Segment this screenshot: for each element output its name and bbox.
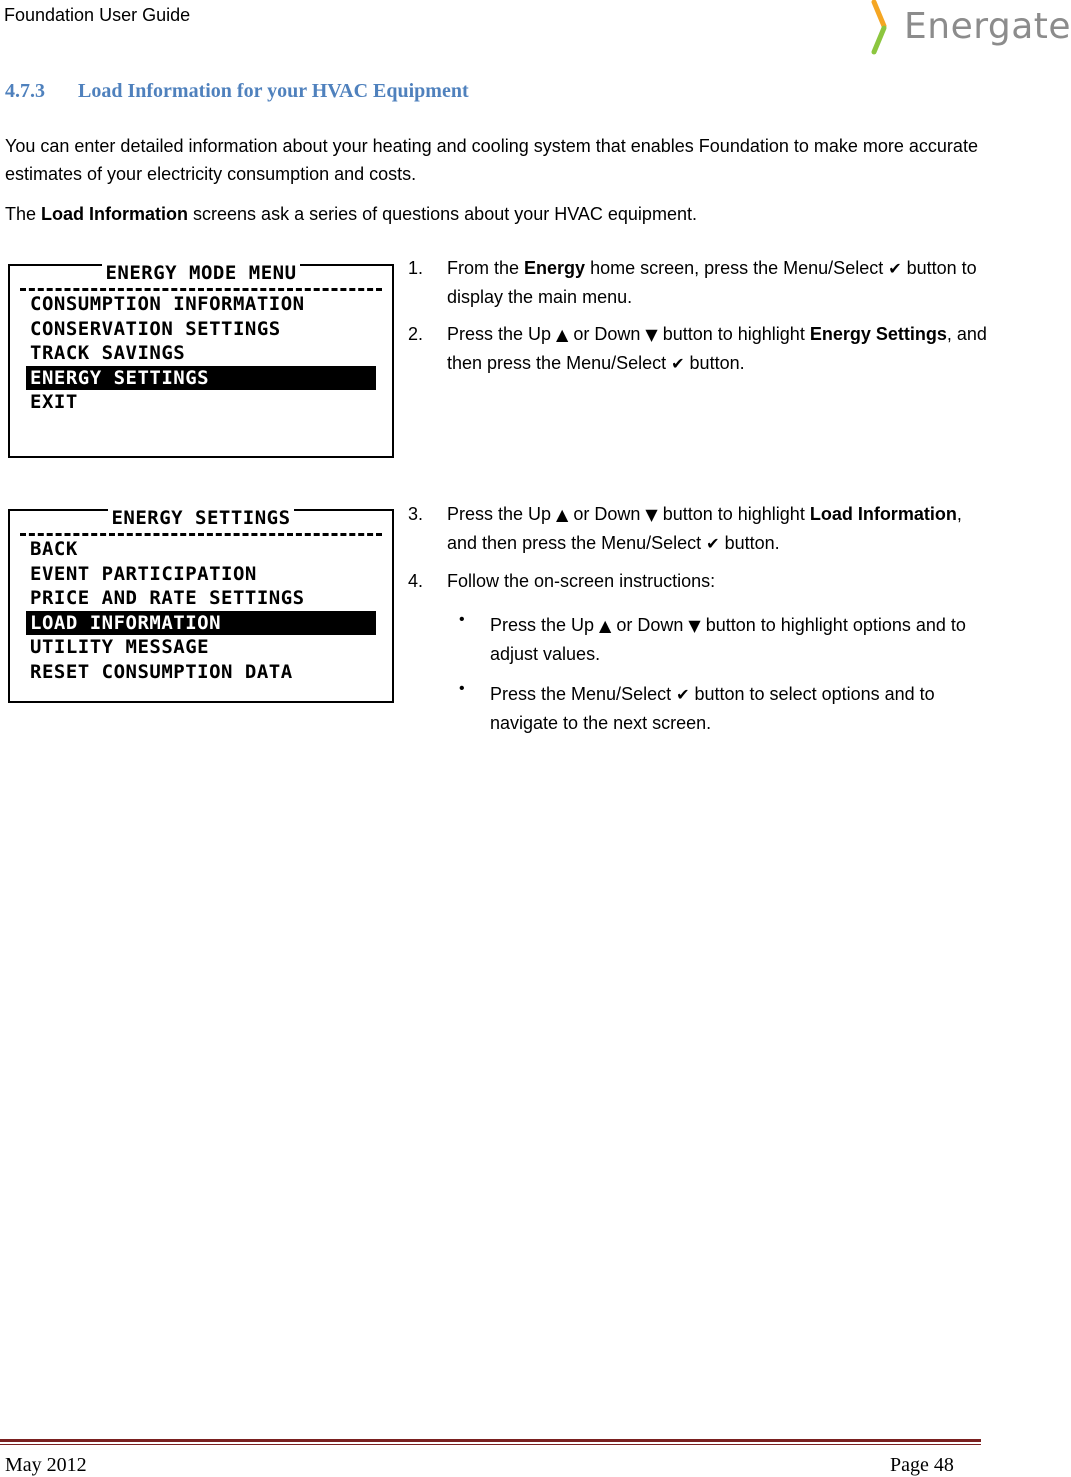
document-title: Foundation User Guide <box>4 5 191 25</box>
bullet-text: Press the Up ▲ or Down ▼ button to highlight options and to adjust values. <box>490 615 966 664</box>
section-title: Load Information for your HVAC Equipment <box>78 80 469 102</box>
step-text: Press the Up ▲ or Down ▼ button to highlight Load Information, and then press the Menu/Select ✔ button. <box>447 504 962 553</box>
check-icon: ✔ <box>671 354 685 373</box>
intro-paragraph: You can enter detailed information about your heating and cooling system that enables Foundation to make more accurate estimates of your electricity consumption and costs. <box>5 136 978 184</box>
check-icon: ✔ <box>888 259 902 278</box>
step-number: 4. <box>408 571 424 591</box>
energate-logo <box>868 0 1071 56</box>
menu-item: UTILITY MESSAGE <box>30 636 210 658</box>
menu-item-highlighted: ENERGY SETTINGS <box>26 366 376 391</box>
up-arrow-icon: ▲ <box>556 325 569 344</box>
footer-date: May 2012 <box>5 1454 87 1476</box>
footer-rule <box>0 1439 981 1442</box>
menu-item: EVENT PARTICIPATION <box>30 562 257 585</box>
footer-rule-thin <box>0 1444 981 1445</box>
bullet-text: Press the Menu/Select ✔ button to select options and to navigate to the next screen. <box>490 684 935 733</box>
menu-item: CONSUMPTION INFORMATION <box>30 293 305 315</box>
step-text: Follow the on-screen instructions: <box>447 571 716 591</box>
menu-list <box>26 537 376 684</box>
step-text: Press the Up ▲ or Down ▼ button to highlight Energy Settings, and then press the Menu/Select ✔ button. <box>447 324 987 373</box>
screen-title: ENERGY SETTINGS <box>108 507 293 529</box>
page-number: Page 48 <box>890 1454 954 1476</box>
logo-wordmark: Energate <box>904 6 1071 47</box>
load-info-term: Load Information <box>41 204 189 224</box>
logo-chevron-icon <box>868 0 904 56</box>
down-arrow-icon: ▼ <box>645 505 658 524</box>
menu-item: EXIT <box>30 391 78 413</box>
down-arrow-icon: ▼ <box>688 616 701 635</box>
menu-list <box>26 292 376 415</box>
screen-title: ENERGY MODE MENU <box>102 262 299 284</box>
menu-item: BACK <box>30 538 78 560</box>
step-number: 3. <box>408 504 424 524</box>
energy-mode-menu-screen <box>8 264 394 458</box>
check-icon: ✔ <box>676 685 690 704</box>
up-arrow-icon: ▲ <box>556 505 569 524</box>
menu-item: TRACK SAVINGS <box>30 342 186 364</box>
step-text: From the Energy home screen, press the Menu/Select ✔ button to display the main menu. <box>447 258 977 307</box>
menu-item-highlighted: LOAD INFORMATION <box>26 611 376 636</box>
menu-item: PRICE AND RATE SETTINGS <box>30 587 305 609</box>
step-number: 1. <box>408 258 424 278</box>
check-icon: ✔ <box>706 534 720 553</box>
energy-settings-screen <box>8 509 394 703</box>
section-number: 4.7.3 <box>5 80 45 102</box>
bullet-marker: • <box>459 680 465 697</box>
menu-item: CONSERVATION SETTINGS <box>30 317 281 340</box>
down-arrow-icon: ▼ <box>645 325 658 344</box>
load-info-paragraph: The Load Information screens ask a series of questions about your HVAC equipment. <box>5 204 697 224</box>
step-number: 2. <box>408 324 424 344</box>
menu-item: RESET CONSUMPTION DATA <box>30 660 293 683</box>
up-arrow-icon: ▲ <box>599 616 612 635</box>
bullet-marker: • <box>459 611 465 628</box>
